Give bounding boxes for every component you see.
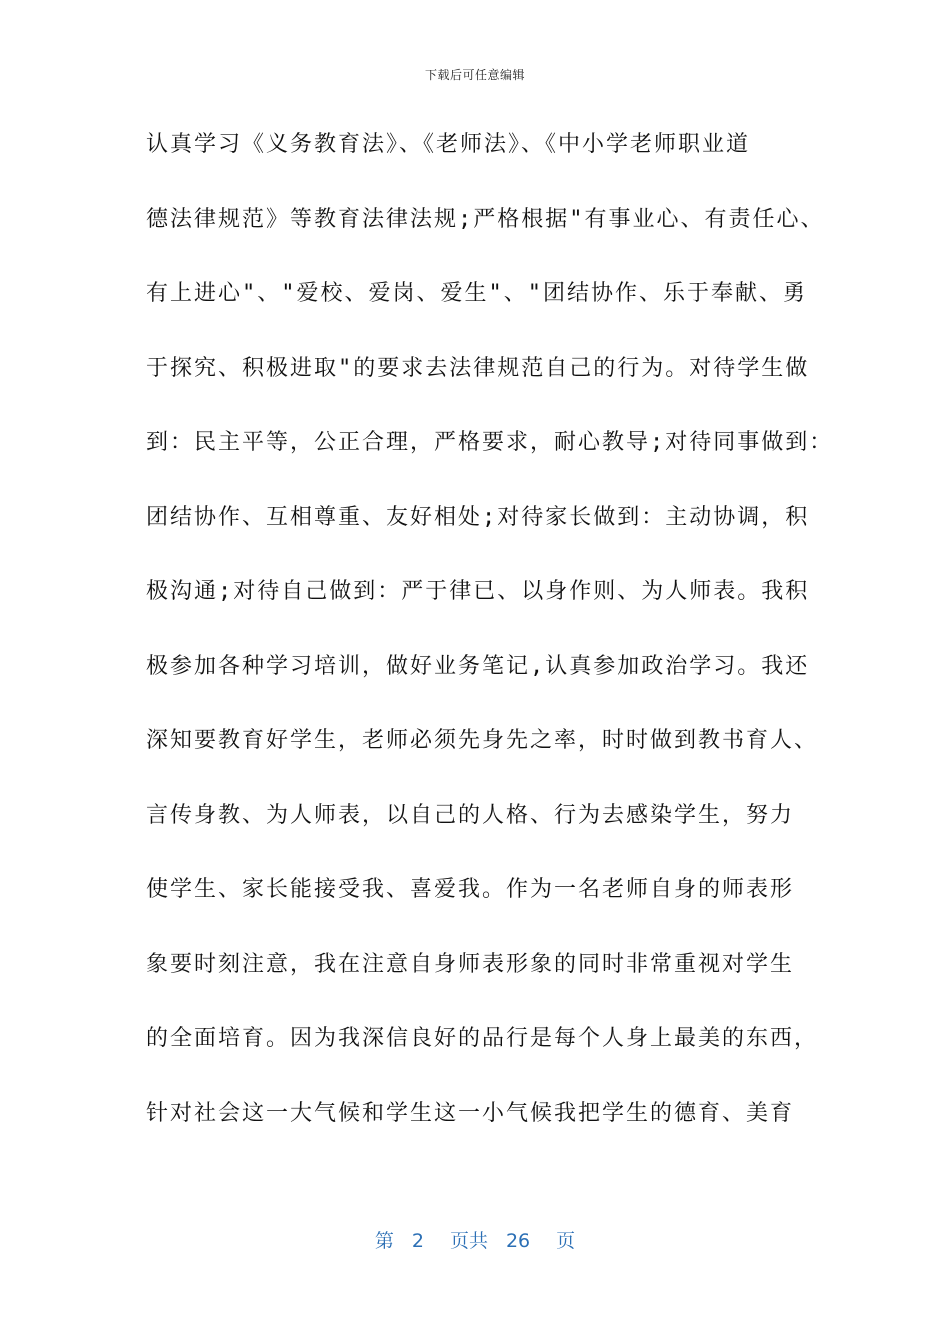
text-line: 认真学习《义务教育法》、《老师法》、《中小学老师职业道	[146, 132, 751, 157]
text-line: 使学生、家长能接受我、喜爱我。作为一名老师自身的师表形	[146, 877, 795, 902]
text-line: 于探究、积极进取"的要求去法律规范自己的行为。对待学生做	[146, 355, 810, 381]
total-pages: 26	[505, 1230, 531, 1252]
page-label-prefix: 第	[374, 1230, 394, 1252]
text-line: 德法律规范》等教育法律法规;严格根据"有事业心、有责任心、	[146, 206, 825, 232]
page-footer	[0, 1226, 950, 1253]
page-label-mid: 页共	[449, 1230, 488, 1252]
text-line: 到：民主平等，公正合理，严格要求，耐心教导;对待同事做到：	[146, 430, 834, 455]
page-number: 2	[411, 1230, 424, 1252]
text-line: 针对社会这一大气候和学生这一小气候我把学生的德育、美育	[146, 1100, 795, 1126]
text-line: 极沟通;对待自己做到：严于律已、以身作则、为人师表。我积	[146, 579, 810, 604]
header-note: 下载后可任意编辑	[424, 68, 525, 82]
text-line: 深知要教育好学生，老师必须先身先之率，时时做到教书育人、	[146, 728, 819, 753]
text-line: 象要时刻注意，我在注意自身师表形象的同时非常重视对学生	[146, 951, 795, 977]
body-text	[146, 120, 834, 1163]
text-line: 极参加各种学习培训，做好业务笔记,认真参加政治学习。我还	[146, 653, 810, 679]
text-line: 团结协作、互相尊重、友好相处;对待家长做到：主动协调，积	[146, 504, 810, 530]
page-label-suffix: 页	[556, 1230, 576, 1252]
text-line: 的全面培育。因为我深信良好的品行是每个人身上最美的东西，	[146, 1026, 819, 1051]
text-line: 有上进心"、"爱校、爱岗、爱生"、"团结协作、乐于奉献、勇	[146, 281, 807, 306]
text-line: 言传身教、为人师表，以自己的人格、行为去感染学生，努力	[146, 802, 795, 828]
